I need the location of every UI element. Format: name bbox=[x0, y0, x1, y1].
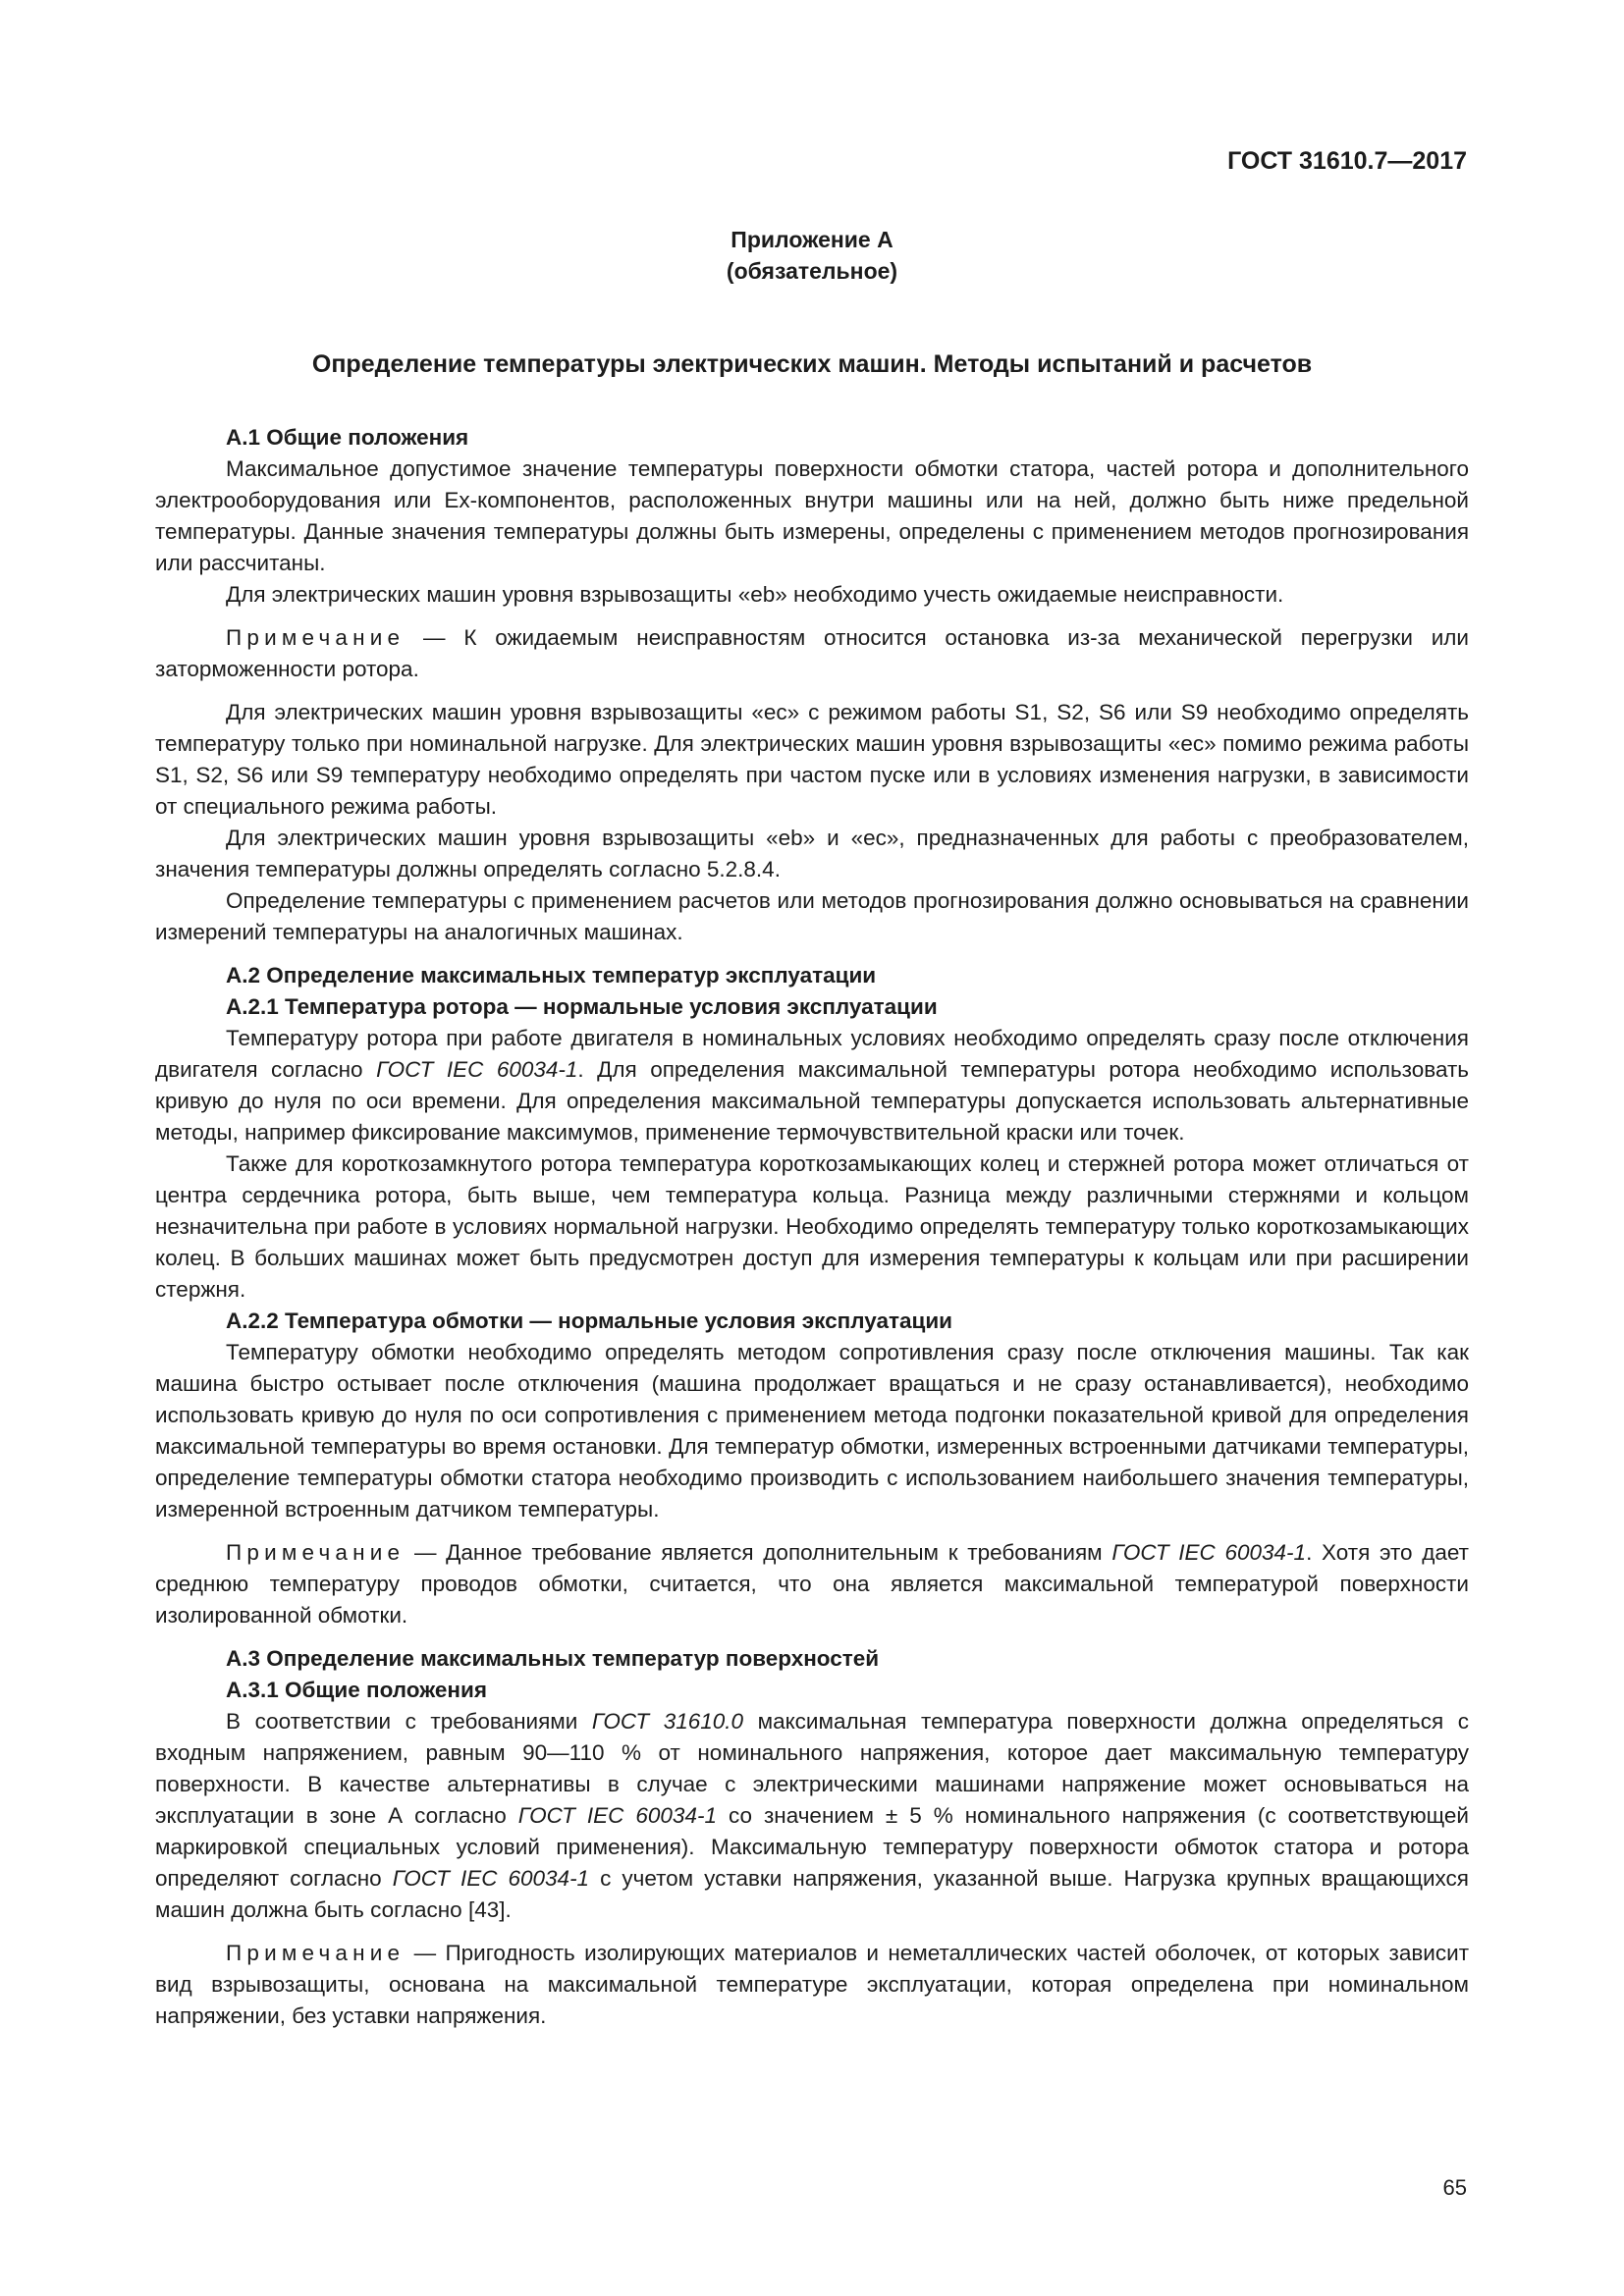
appendix-title: Приложение А bbox=[731, 227, 893, 252]
paragraph: Максимальное допустимое значение температуры поверхности обмотки статора, частей ротора и дополнительного электрооборудования или Ех-компонентов, расположенных внутри машины или на ней, должно быть ниже предельной температуры. Данные значения температуры должны быть измерены, определены с применением методов прогнозирования или рассчитаны. bbox=[155, 456, 1469, 575]
document-body bbox=[155, 422, 1469, 2032]
note bbox=[155, 1537, 1469, 1631]
paragraph: Для электрических машин уровня взрывозащиты «eb» и «ec», предназначенных для работы с преобразователем, значения температуры должны определять согласно 5.2.8.4. bbox=[155, 826, 1469, 881]
note-dash: — bbox=[405, 625, 464, 650]
text-run: Температуру ротора при работе двигателя в номинальных условиях необходимо определять сразу после отключения двигателя согласно bbox=[155, 1026, 1469, 1082]
appendix-main-title: Определение температуры электрических машин. Методы испытаний и расчетов bbox=[311, 350, 1313, 378]
note bbox=[155, 622, 1469, 685]
note bbox=[155, 1938, 1469, 2032]
paragraph: Для электрических машин уровня взрывозащиты «eb» необходимо учесть ожидаемые неисправности. bbox=[226, 582, 1284, 607]
paragraph bbox=[155, 1706, 1469, 1926]
subsection-heading-a22: А.2.2 Температура обмотки — нормальные условия эксплуатации bbox=[226, 1308, 953, 1333]
standard-reference: ГОСТ 31610.0 bbox=[591, 1709, 744, 1734]
text-run: Данное требование является дополнительным к требованиям bbox=[446, 1540, 1112, 1565]
paragraph: Для электрических машин уровня взрывозащиты «ec» с режимом работы S1, S2, S6 или S9 необходимо определять температуру только при номинальной нагрузке. Для электрических машин уровня взрывозащиты «ec» помимо режима работы S1, S2, S6 или S9 температуру необходимо определять при частом пуске или в условиях изменения нагрузки, в зависимости от специального режима работы. bbox=[155, 700, 1469, 819]
text-run: . Для определения максимальной температуры ротора необходимо использовать кривую до нуля по оси времени. Для определения максимальной температуры допускается использовать альтернативные методы, например фиксирование максимумов, применение термочувствительной краски или точек. bbox=[155, 1057, 1470, 1145]
subsection-heading-a21: А.2.1 Температура ротора — нормальные условия эксплуатации bbox=[226, 994, 938, 1019]
note-dash: — bbox=[405, 1540, 447, 1565]
text-run: с учетом уставки напряжения, указанной выше. Нагрузка крупных вращающихся машин должна быть согласно [43]. bbox=[155, 1866, 1469, 1922]
paragraph: Температуру обмотки необходимо определять методом сопротивления сразу после отключения машины. Так как машина быстро остывает после отключения (машина продолжает вращаться и не сразу останавливается), необходимо использовать кривую до нуля по оси сопротивления с применением метода подгонки показательной кривой для определения максимальной температуры во время остановки. Для температур обмотки, измеренных встроенными датчиками температуры, определение температуры обмотки статора необходимо производить с использованием наибольшего значения температуры, измеренной встроенным датчиком температуры. bbox=[155, 1340, 1469, 1522]
paragraph bbox=[155, 1023, 1469, 1148]
note-label: Примечание bbox=[226, 1941, 406, 1965]
page-number: 65 bbox=[1442, 2175, 1467, 2200]
section-heading-a3: А.3 Определение максимальных температур поверхностей bbox=[226, 1646, 880, 1671]
note-text: К ожидаемым неисправностям относится остановка из-за механической перегрузки или заторможенности ротора. bbox=[155, 625, 1469, 681]
paragraph: Определение температуры с применением расчетов или методов прогнозирования должно основываться на сравнении измерений температуры на аналогичных машинах. bbox=[155, 888, 1469, 944]
text-run: максимальная температура поверхности должна определяться с входным напряжением, равным 90—110 % от номинального напряжения, которое дает максимальную температуру поверхности. В качестве альтернативы в случае с электрическими машинами напряжение может основываться на эксплуатации в зоне А согласно bbox=[155, 1709, 1469, 1828]
appendix-heading bbox=[155, 224, 1469, 287]
section-heading-a1: А.1 Общие положения bbox=[226, 425, 469, 450]
paragraph: Также для короткозамкнутого ротора температура короткозамыкающих колец и стержней ротора может отличаться от центра сердечника ротора, быть выше, чем температура кольца. Разница между различными стержнями и кольцом незначительна при работе в условиях нормальной нагрузки. Необходимо определять температуру только короткозамыкающих колец. В больших машинах может быть предусмотрен доступ для измерения температуры к кольцам или при расширении стержня. bbox=[155, 1151, 1469, 1302]
note-label: Примечание bbox=[226, 625, 406, 650]
text-run: . Хотя это дает среднюю температуру проводов обмотки, считается, что она является максимальной температурой поверхности изолированной обмотки. bbox=[155, 1540, 1469, 1628]
text-run: со значением ± 5 % номинального напряжения (с соответствующей маркировкой специальных условий применения). Максимальную температуру поверхности обмоток статора и ротора определяют согласно bbox=[155, 1803, 1469, 1891]
standard-reference: ГОСТ IEC 60034-1 bbox=[517, 1803, 717, 1828]
section-heading-a2: А.2 Определение максимальных температур эксплуатации bbox=[226, 963, 877, 988]
note-text: Пригодность изолирующих материалов и неметаллических частей оболочек, от которых зависит вид взрывозащиты, основана на максимальной температуре эксплуатации, которая определена при номинальном напряжении, без уставки напряжения. bbox=[155, 1941, 1469, 2028]
standard-reference: ГОСТ IEC 60034-1 bbox=[392, 1866, 590, 1891]
note-dash: — bbox=[405, 1941, 446, 1965]
document-code: ГОСТ 31610.7—2017 bbox=[1227, 147, 1467, 175]
text-run: В соответствии с требованиями bbox=[226, 1709, 592, 1734]
appendix-status: (обязательное) bbox=[726, 258, 898, 284]
standard-reference: ГОСТ IEC 60034-1 bbox=[376, 1057, 578, 1082]
standard-reference: ГОСТ IEC 60034-1 bbox=[1111, 1540, 1307, 1565]
note-label: Примечание bbox=[226, 1540, 406, 1565]
subsection-heading-a31: А.3.1 Общие положения bbox=[226, 1678, 487, 1702]
